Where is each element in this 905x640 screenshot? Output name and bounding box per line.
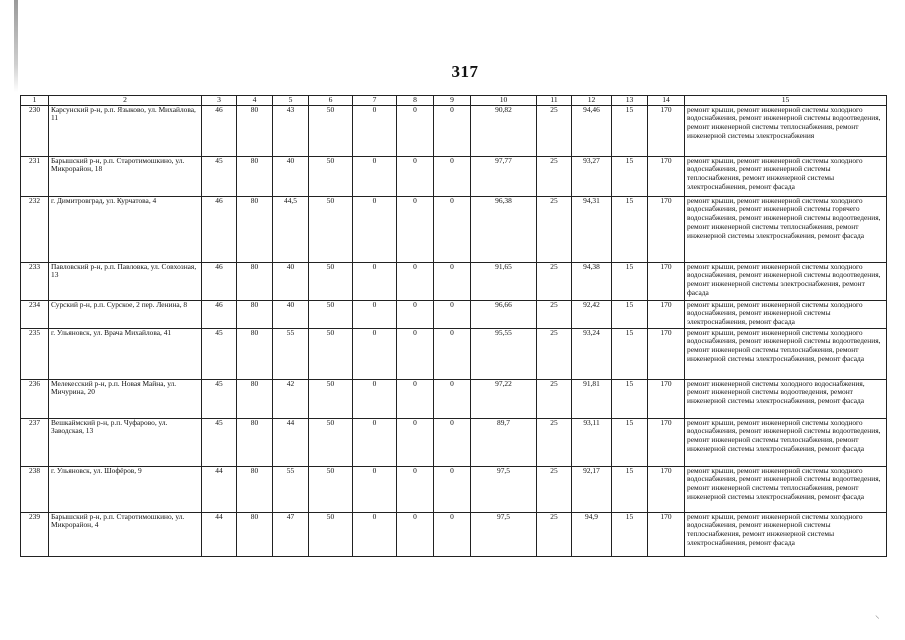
value-cell-c13: 15: [612, 418, 648, 466]
column-header: 4: [237, 96, 273, 106]
value-cell-c8: 0: [397, 105, 434, 156]
value-cell-c6: 50: [309, 262, 353, 300]
column-header: 10: [471, 96, 537, 106]
column-header: 2: [49, 96, 202, 106]
value-cell-c14: 170: [648, 328, 685, 379]
value-cell-c7: 0: [353, 196, 397, 262]
value-cell-c7: 0: [353, 328, 397, 379]
value-cell-c3: 46: [202, 196, 237, 262]
value-cell-c6: 50: [309, 418, 353, 466]
value-cell-c13: 15: [612, 466, 648, 512]
table-row: [21, 379, 887, 418]
value-cell-c10: 97,5: [471, 512, 537, 556]
column-header: 5: [273, 96, 309, 106]
value-cell-c7: 0: [353, 418, 397, 466]
column-header: 6: [309, 96, 353, 106]
value-cell-c8: 0: [397, 512, 434, 556]
value-cell-c13: 15: [612, 300, 648, 328]
value-cell-c3: 46: [202, 300, 237, 328]
value-cell-c7: 0: [353, 379, 397, 418]
value-cell-c14: 170: [648, 156, 685, 196]
value-cell-c9: 0: [434, 105, 471, 156]
value-cell-c12: 94,9: [572, 512, 612, 556]
row-number: 232: [21, 196, 49, 262]
work-types-cell: ремонт крыши, ремонт инженерной системы холодного водоснабжения, ремонт инженерной системы водоотведения, ремонт инженерной системы теплоснабжения, ремонт инженерной системы электроснабжения, ремонт фасада: [685, 466, 887, 512]
value-cell-c11: 25: [537, 379, 572, 418]
value-cell-c13: 15: [612, 196, 648, 262]
value-cell-c9: 0: [434, 156, 471, 196]
value-cell-c8: 0: [397, 156, 434, 196]
value-cell-c6: 50: [309, 379, 353, 418]
value-cell-c4: 80: [237, 105, 273, 156]
column-header: 7: [353, 96, 397, 106]
value-cell-c4: 80: [237, 196, 273, 262]
value-cell-c3: 46: [202, 262, 237, 300]
value-cell-c14: 170: [648, 300, 685, 328]
value-cell-c5: 43: [273, 105, 309, 156]
table-row: [21, 328, 887, 379]
column-header: 9: [434, 96, 471, 106]
value-cell-c3: 45: [202, 418, 237, 466]
column-number-row: [21, 96, 887, 106]
value-cell-c11: 25: [537, 105, 572, 156]
value-cell-c10: 91,65: [471, 262, 537, 300]
work-types-cell: ремонт крыши, ремонт инженерной системы холодного водоснабжения, ремонт инженерной системы горячего водоснабжения, ремонт инженерной системы водоотведения, ремонт инженерной системы теплоснабжения, ремонт инженерной системы электроснабжения, ремонт фасада: [685, 196, 887, 262]
value-cell-c5: 40: [273, 262, 309, 300]
value-cell-c5: 47: [273, 512, 309, 556]
value-cell-c7: 0: [353, 262, 397, 300]
value-cell-c11: 25: [537, 418, 572, 466]
value-cell-c14: 170: [648, 379, 685, 418]
row-number: 235: [21, 328, 49, 379]
value-cell-c10: 90,82: [471, 105, 537, 156]
value-cell-c6: 50: [309, 196, 353, 262]
value-cell-c13: 15: [612, 262, 648, 300]
value-cell-c8: 0: [397, 328, 434, 379]
value-cell-c10: 97,77: [471, 156, 537, 196]
value-cell-c12: 93,24: [572, 328, 612, 379]
value-cell-c12: 94,31: [572, 196, 612, 262]
value-cell-c14: 170: [648, 105, 685, 156]
column-header: 13: [612, 96, 648, 106]
address-cell: Павловский р-н, р.п. Павловка, ул. Совхозная, 13: [49, 262, 202, 300]
value-cell-c9: 0: [434, 466, 471, 512]
address-cell: Барышский р-н, р.п. Старотимошкино, ул. Микрорайон, 4: [49, 512, 202, 556]
table-row: [21, 156, 887, 196]
value-cell-c4: 80: [237, 262, 273, 300]
row-number: 230: [21, 105, 49, 156]
value-cell-c3: 45: [202, 328, 237, 379]
row-number: 233: [21, 262, 49, 300]
value-cell-c3: 44: [202, 466, 237, 512]
work-types-cell: ремонт крыши, ремонт инженерной системы холодного водоснабжения, ремонт инженерной системы водоотведения, ремонт инженерной системы электроснабжения, ремонт фасада: [685, 262, 887, 300]
row-number: 238: [21, 466, 49, 512]
capital-repair-table: [20, 95, 887, 557]
value-cell-c9: 0: [434, 328, 471, 379]
value-cell-c8: 0: [397, 466, 434, 512]
value-cell-c3: 45: [202, 156, 237, 196]
value-cell-c8: 0: [397, 418, 434, 466]
column-header: 15: [685, 96, 887, 106]
row-number: 237: [21, 418, 49, 466]
value-cell-c10: 96,38: [471, 196, 537, 262]
value-cell-c13: 15: [612, 512, 648, 556]
value-cell-c11: 25: [537, 512, 572, 556]
value-cell-c4: 80: [237, 379, 273, 418]
value-cell-c5: 40: [273, 300, 309, 328]
value-cell-c7: 0: [353, 300, 397, 328]
value-cell-c12: 93,11: [572, 418, 612, 466]
value-cell-c10: 95,55: [471, 328, 537, 379]
value-cell-c9: 0: [434, 196, 471, 262]
value-cell-c4: 80: [237, 466, 273, 512]
value-cell-c4: 80: [237, 418, 273, 466]
table-row: [21, 105, 887, 156]
address-cell: Сурский р-н, р.п. Сурское, 2 пер. Ленина, 8: [49, 300, 202, 328]
work-types-cell: ремонт крыши, ремонт инженерной системы холодного водоснабжения, ремонт инженерной системы теплоснабжения, ремонт инженерной системы электроснабжения, ремонт фасада: [685, 156, 887, 196]
value-cell-c9: 0: [434, 262, 471, 300]
table-row: [21, 418, 887, 466]
value-cell-c5: 42: [273, 379, 309, 418]
value-cell-c13: 15: [612, 156, 648, 196]
value-cell-c4: 80: [237, 300, 273, 328]
value-cell-c5: 44,5: [273, 196, 309, 262]
value-cell-c14: 170: [648, 466, 685, 512]
value-cell-c6: 50: [309, 466, 353, 512]
address-cell: Мелекесский р-н, р.п. Новая Майна, ул. Мичурина, 20: [49, 379, 202, 418]
column-header: 1: [21, 96, 49, 106]
value-cell-c9: 0: [434, 512, 471, 556]
address-cell: Карсунский р-н, р.п. Языково, ул. Михайлова, 11: [49, 105, 202, 156]
value-cell-c10: 97,5: [471, 466, 537, 512]
scan-artifact-mark: ⸜: [875, 611, 880, 621]
value-cell-c7: 0: [353, 512, 397, 556]
value-cell-c4: 80: [237, 512, 273, 556]
value-cell-c12: 94,38: [572, 262, 612, 300]
work-types-cell: ремонт крыши, ремонт инженерной системы холодного водоснабжения, ремонт инженерной системы электроснабжения, ремонт фасада: [685, 300, 887, 328]
value-cell-c4: 80: [237, 328, 273, 379]
value-cell-c13: 15: [612, 105, 648, 156]
column-header: 11: [537, 96, 572, 106]
address-cell: г. Ульяновск, ул. Шофёров, 9: [49, 466, 202, 512]
value-cell-c14: 170: [648, 512, 685, 556]
address-cell: Вешкаймский р-н, р.п. Чуфарово, ул. Заводская, 13: [49, 418, 202, 466]
value-cell-c11: 25: [537, 262, 572, 300]
address-cell: г. Ульяновск, ул. Врача Михайлова, 41: [49, 328, 202, 379]
value-cell-c6: 50: [309, 328, 353, 379]
value-cell-c6: 50: [309, 105, 353, 156]
address-cell: г. Димитровград, ул. Курчатова, 4: [49, 196, 202, 262]
table-row: [21, 300, 887, 328]
value-cell-c12: 92,42: [572, 300, 612, 328]
value-cell-c5: 40: [273, 156, 309, 196]
value-cell-c8: 0: [397, 262, 434, 300]
table-row: [21, 466, 887, 512]
value-cell-c10: 89,7: [471, 418, 537, 466]
value-cell-c11: 25: [537, 196, 572, 262]
row-number: 234: [21, 300, 49, 328]
work-types-cell: ремонт крыши, ремонт инженерной системы холодного водоснабжения, ремонт инженерной системы водоотведения, ремонт инженерной системы теплоснабжения, ремонт инженерной системы электроснабжения, ремонт фасада: [685, 328, 887, 379]
value-cell-c11: 25: [537, 466, 572, 512]
value-cell-c12: 94,46: [572, 105, 612, 156]
value-cell-c5: 55: [273, 466, 309, 512]
value-cell-c7: 0: [353, 156, 397, 196]
value-cell-c6: 50: [309, 512, 353, 556]
value-cell-c11: 25: [537, 328, 572, 379]
value-cell-c4: 80: [237, 156, 273, 196]
column-header: 14: [648, 96, 685, 106]
value-cell-c13: 15: [612, 328, 648, 379]
value-cell-c11: 25: [537, 156, 572, 196]
value-cell-c8: 0: [397, 379, 434, 418]
work-types-cell: ремонт крыши, ремонт инженерной системы холодного водоснабжения, ремонт инженерной системы водоотведения, ремонт инженерной системы теплоснабжения, ремонт инженерной системы электроснабжения, ремонт фасада: [685, 418, 887, 466]
column-header: 3: [202, 96, 237, 106]
work-types-cell: ремонт инженерной системы холодного водоснабжения, ремонт инженерной системы водоотведения, ремонт инженерной системы электроснабжения, ремонт фасада: [685, 379, 887, 418]
value-cell-c9: 0: [434, 418, 471, 466]
value-cell-c12: 92,17: [572, 466, 612, 512]
value-cell-c11: 25: [537, 300, 572, 328]
value-cell-c12: 91,81: [572, 379, 612, 418]
work-types-cell: ремонт крыши, ремонт инженерной системы холодного водоснабжения, ремонт инженерной системы водоотведения, ремонт инженерной системы теплоснабжения, ремонт инженерной системы электроснабжения: [685, 105, 887, 156]
value-cell-c10: 96,66: [471, 300, 537, 328]
value-cell-c14: 170: [648, 262, 685, 300]
value-cell-c3: 46: [202, 105, 237, 156]
column-header: 12: [572, 96, 612, 106]
row-number: 236: [21, 379, 49, 418]
value-cell-c5: 55: [273, 328, 309, 379]
value-cell-c12: 93,27: [572, 156, 612, 196]
value-cell-c14: 170: [648, 418, 685, 466]
table-row: [21, 512, 887, 556]
column-header: 8: [397, 96, 434, 106]
value-cell-c8: 0: [397, 300, 434, 328]
value-cell-c9: 0: [434, 300, 471, 328]
address-cell: Барышский р-н, р.п. Старотимошкино, ул. Микрорайон, 18: [49, 156, 202, 196]
value-cell-c13: 15: [612, 379, 648, 418]
value-cell-c6: 50: [309, 156, 353, 196]
table-row: [21, 262, 887, 300]
value-cell-c3: 45: [202, 379, 237, 418]
value-cell-c5: 44: [273, 418, 309, 466]
page-number: 317: [451, 62, 479, 81]
value-cell-c3: 44: [202, 512, 237, 556]
value-cell-c10: 97,22: [471, 379, 537, 418]
value-cell-c9: 0: [434, 379, 471, 418]
value-cell-c7: 0: [353, 466, 397, 512]
row-number: 231: [21, 156, 49, 196]
table-row: [21, 196, 887, 262]
row-number: 239: [21, 512, 49, 556]
value-cell-c7: 0: [353, 105, 397, 156]
value-cell-c8: 0: [397, 196, 434, 262]
value-cell-c14: 170: [648, 196, 685, 262]
value-cell-c6: 50: [309, 300, 353, 328]
scan-edge-shadow: [14, 0, 18, 92]
work-types-cell: ремонт крыши, ремонт инженерной системы холодного водоснабжения, ремонт инженерной системы теплоснабжения, ремонт инженерной системы электроснабжения, ремонт фасада: [685, 512, 887, 556]
